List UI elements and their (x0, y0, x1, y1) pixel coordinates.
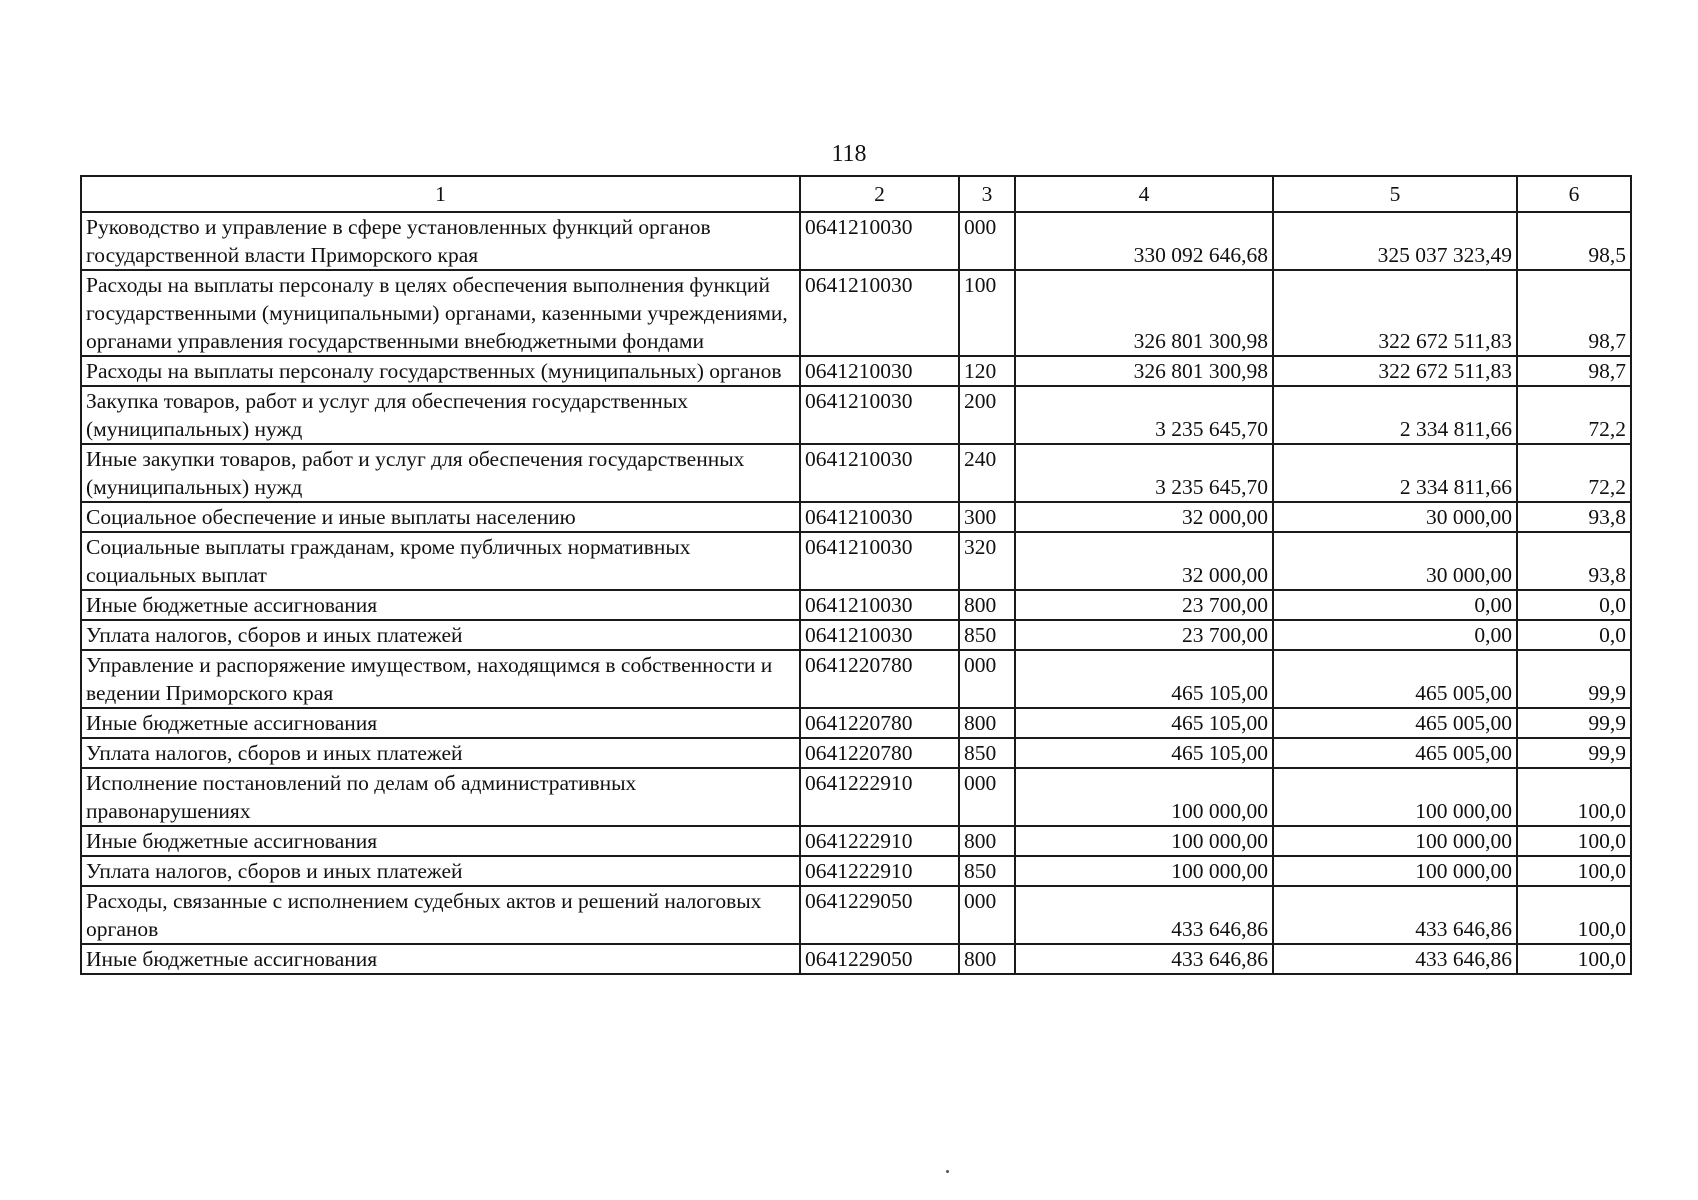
table-row (81, 856, 1631, 886)
column-header: 6 (1517, 176, 1631, 212)
row-fact-cell: 2 334 811,66 (1273, 444, 1517, 502)
row-code-cell: 0641222910 (800, 856, 959, 886)
row-type-cell: 000 (959, 212, 1015, 270)
row-code-cell: 0641229050 (800, 886, 959, 944)
table-row (81, 886, 1631, 944)
table-row (81, 650, 1631, 708)
row-percent-cell: 100,0 (1517, 886, 1631, 944)
row-plan-cell: 326 801 300,98 (1015, 356, 1273, 386)
row-percent-cell: 93,8 (1517, 502, 1631, 532)
row-type-cell: 800 (959, 944, 1015, 974)
row-code-cell: 0641210030 (800, 386, 959, 444)
column-header: 3 (959, 176, 1015, 212)
row-plan-cell: 32 000,00 (1015, 502, 1273, 532)
row-percent-cell: 72,2 (1517, 444, 1631, 502)
table-row (81, 386, 1631, 444)
row-type-cell: 300 (959, 502, 1015, 532)
table-body (81, 212, 1631, 974)
row-code-cell: 0641210030 (800, 590, 959, 620)
row-fact-cell: 322 672 511,83 (1273, 356, 1517, 386)
column-header: 5 (1273, 176, 1517, 212)
row-plan-cell: 23 700,00 (1015, 590, 1273, 620)
scan-speck (946, 1170, 949, 1173)
row-code-cell: 0641222910 (800, 768, 959, 826)
row-plan-cell: 3 235 645,70 (1015, 386, 1273, 444)
row-plan-cell: 433 646,86 (1015, 886, 1273, 944)
row-type-cell: 120 (959, 356, 1015, 386)
table-row (81, 502, 1631, 532)
row-plan-cell: 100 000,00 (1015, 768, 1273, 826)
table-row (81, 590, 1631, 620)
row-plan-cell: 465 105,00 (1015, 738, 1273, 768)
table-row (81, 944, 1631, 974)
row-plan-cell: 330 092 646,68 (1015, 212, 1273, 270)
row-percent-cell: 99,9 (1517, 650, 1631, 708)
row-percent-cell: 100,0 (1517, 826, 1631, 856)
row-code-cell: 0641210030 (800, 502, 959, 532)
table-row (81, 708, 1631, 738)
row-plan-cell: 100 000,00 (1015, 826, 1273, 856)
row-percent-cell: 99,9 (1517, 708, 1631, 738)
row-code-cell: 0641220780 (800, 650, 959, 708)
column-header: 1 (81, 176, 800, 212)
row-name-cell: Уплата налогов, сборов и иных платежей (81, 620, 800, 650)
row-percent-cell: 99,9 (1517, 738, 1631, 768)
table-row (81, 444, 1631, 502)
row-percent-cell: 0,0 (1517, 590, 1631, 620)
table-row (81, 768, 1631, 826)
row-percent-cell: 100,0 (1517, 944, 1631, 974)
row-name-cell: Закупка товаров, работ и услуг для обеспечения государственных (муниципальных) нужд (81, 386, 800, 444)
row-plan-cell: 326 801 300,98 (1015, 270, 1273, 356)
row-type-cell: 800 (959, 590, 1015, 620)
row-name-cell: Социальные выплаты гражданам, кроме публичных нормативных социальных выплат (81, 532, 800, 590)
row-code-cell: 0641210030 (800, 212, 959, 270)
row-plan-cell: 465 105,00 (1015, 708, 1273, 738)
row-fact-cell: 322 672 511,83 (1273, 270, 1517, 356)
row-fact-cell: 433 646,86 (1273, 886, 1517, 944)
row-type-cell: 240 (959, 444, 1015, 502)
row-plan-cell: 3 235 645,70 (1015, 444, 1273, 502)
row-name-cell: Уплата налогов, сборов и иных платежей (81, 738, 800, 768)
row-percent-cell: 0,0 (1517, 620, 1631, 650)
row-percent-cell: 93,8 (1517, 532, 1631, 590)
row-code-cell: 0641210030 (800, 532, 959, 590)
row-plan-cell: 100 000,00 (1015, 856, 1273, 886)
header-row (81, 176, 1631, 212)
row-plan-cell: 433 646,86 (1015, 944, 1273, 974)
row-name-cell: Иные бюджетные ассигнования (81, 826, 800, 856)
budget-table (80, 175, 1632, 975)
row-percent-cell: 98,7 (1517, 270, 1631, 356)
row-code-cell: 0641210030 (800, 356, 959, 386)
row-code-cell: 0641220780 (800, 738, 959, 768)
row-code-cell: 0641210030 (800, 620, 959, 650)
row-type-cell: 850 (959, 856, 1015, 886)
row-percent-cell: 98,7 (1517, 356, 1631, 386)
row-fact-cell: 465 005,00 (1273, 708, 1517, 738)
row-code-cell: 0641210030 (800, 444, 959, 502)
row-name-cell: Расходы на выплаты персоналу в целях обеспечения выполнения функций государственными (муниципальными) органами, казенными учреждениями, органами управления государственными внебюджетными фондами (81, 270, 800, 356)
row-type-cell: 850 (959, 738, 1015, 768)
table-row (81, 738, 1631, 768)
table-row (81, 620, 1631, 650)
row-fact-cell: 433 646,86 (1273, 944, 1517, 974)
row-type-cell: 000 (959, 768, 1015, 826)
row-fact-cell: 465 005,00 (1273, 650, 1517, 708)
row-name-cell: Исполнение постановлений по делам об административных правонарушениях (81, 768, 800, 826)
row-type-cell: 800 (959, 826, 1015, 856)
row-percent-cell: 100,0 (1517, 768, 1631, 826)
page-number: 118 (831, 141, 867, 167)
row-name-cell: Социальное обеспечение и иные выплаты населению (81, 502, 800, 532)
row-type-cell: 200 (959, 386, 1015, 444)
row-fact-cell: 100 000,00 (1273, 856, 1517, 886)
table-row (81, 212, 1631, 270)
row-type-cell: 100 (959, 270, 1015, 356)
row-fact-cell: 2 334 811,66 (1273, 386, 1517, 444)
row-name-cell: Управление и распоряжение имуществом, находящимся в собственности и ведении Приморского края (81, 650, 800, 708)
row-percent-cell: 100,0 (1517, 856, 1631, 886)
row-code-cell: 0641229050 (800, 944, 959, 974)
table-row (81, 270, 1631, 356)
row-name-cell: Иные бюджетные ассигнования (81, 708, 800, 738)
row-fact-cell: 100 000,00 (1273, 768, 1517, 826)
row-type-cell: 320 (959, 532, 1015, 590)
row-code-cell: 0641210030 (800, 270, 959, 356)
row-name-cell: Расходы на выплаты персоналу государственных (муниципальных) органов (81, 356, 800, 386)
table-row (81, 532, 1631, 590)
row-name-cell: Руководство и управление в сфере установленных функций органов государственной власти Приморского края (81, 212, 800, 270)
table-row (81, 356, 1631, 386)
row-name-cell: Уплата налогов, сборов и иных платежей (81, 856, 800, 886)
row-type-cell: 000 (959, 886, 1015, 944)
row-fact-cell: 325 037 323,49 (1273, 212, 1517, 270)
row-name-cell: Иные бюджетные ассигнования (81, 944, 800, 974)
row-plan-cell: 465 105,00 (1015, 650, 1273, 708)
row-type-cell: 850 (959, 620, 1015, 650)
row-percent-cell: 72,2 (1517, 386, 1631, 444)
row-percent-cell: 98,5 (1517, 212, 1631, 270)
row-code-cell: 0641222910 (800, 826, 959, 856)
row-fact-cell: 100 000,00 (1273, 826, 1517, 856)
column-header: 2 (800, 176, 959, 212)
column-header: 4 (1015, 176, 1273, 212)
row-code-cell: 0641220780 (800, 708, 959, 738)
row-plan-cell: 32 000,00 (1015, 532, 1273, 590)
row-type-cell: 800 (959, 708, 1015, 738)
row-fact-cell: 0,00 (1273, 590, 1517, 620)
row-fact-cell: 465 005,00 (1273, 738, 1517, 768)
row-fact-cell: 30 000,00 (1273, 532, 1517, 590)
row-name-cell: Иные закупки товаров, работ и услуг для обеспечения государственных (муниципальных) нужд (81, 444, 800, 502)
row-name-cell: Расходы, связанные с исполнением судебных актов и решений налоговых органов (81, 886, 800, 944)
row-type-cell: 000 (959, 650, 1015, 708)
row-name-cell: Иные бюджетные ассигнования (81, 590, 800, 620)
table-row (81, 826, 1631, 856)
row-fact-cell: 0,00 (1273, 620, 1517, 650)
row-plan-cell: 23 700,00 (1015, 620, 1273, 650)
row-fact-cell: 30 000,00 (1273, 502, 1517, 532)
